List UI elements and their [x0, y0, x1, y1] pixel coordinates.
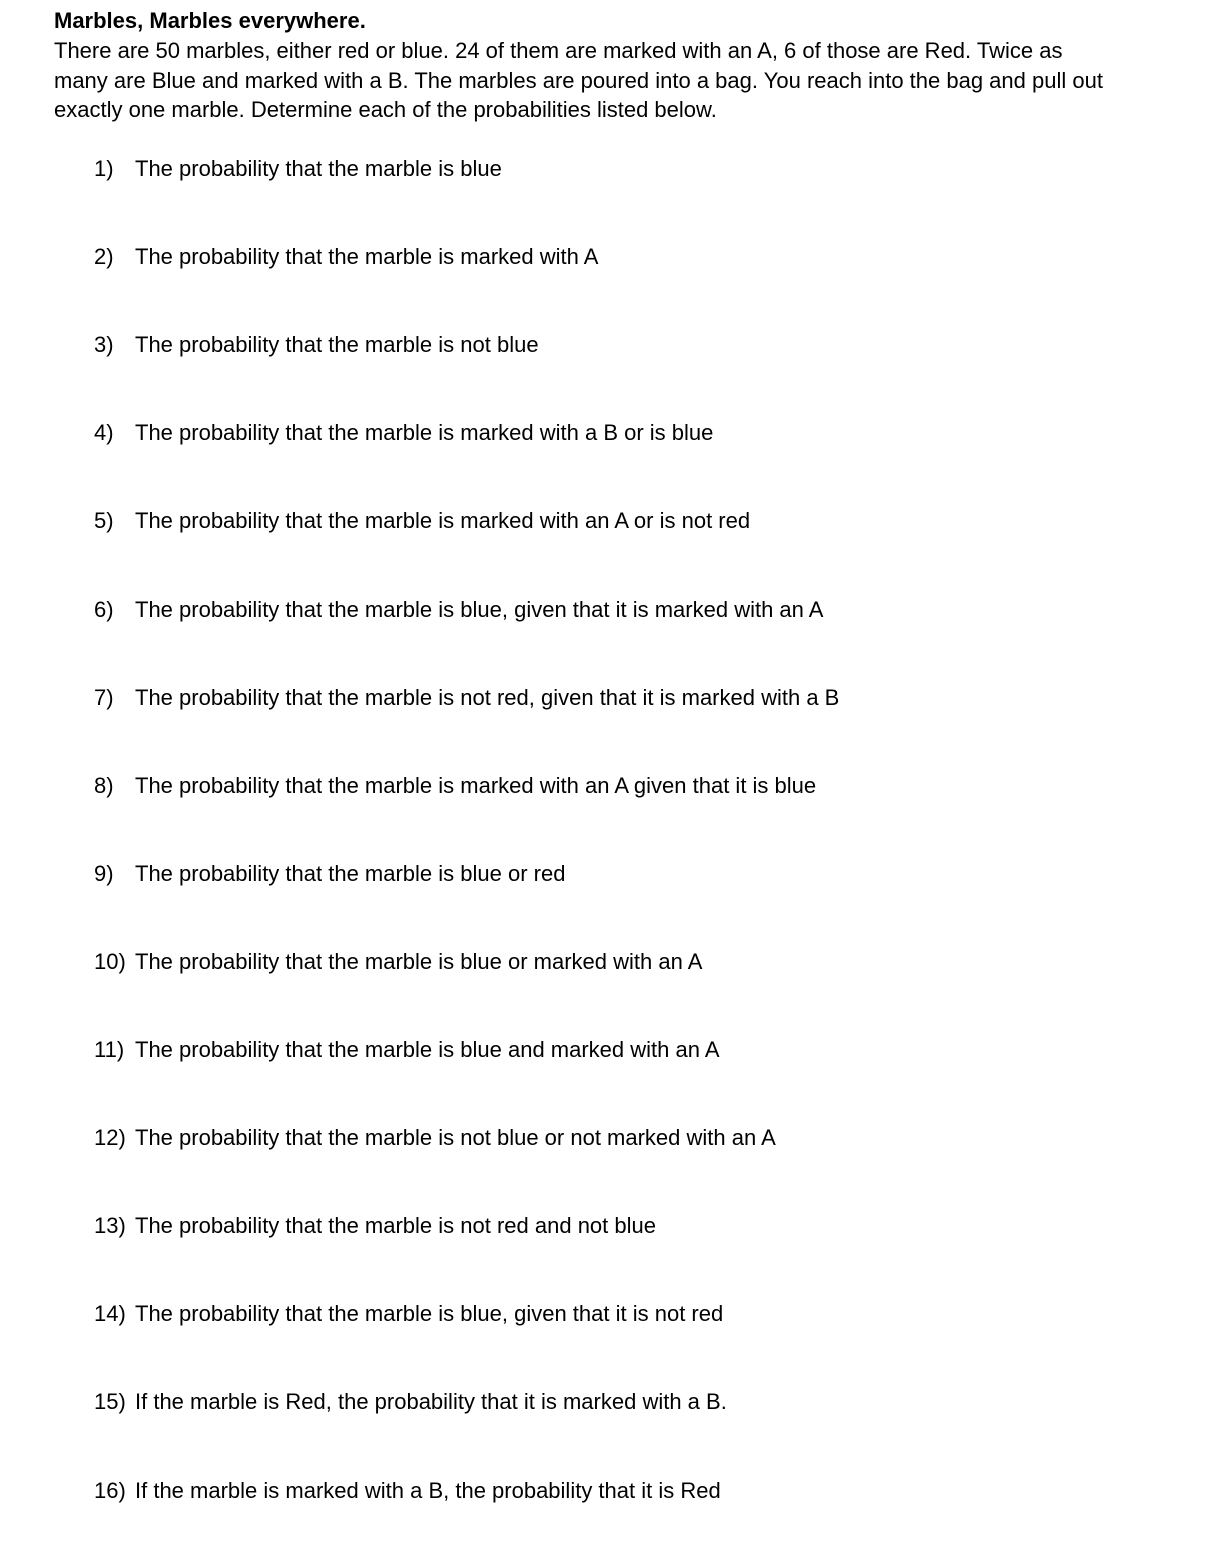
question-text: The probability that the marble is not red, given that it is marked with a B: [135, 684, 840, 710]
question-text: The probability that the marble is blue or red: [135, 860, 566, 886]
question-text: The probability that the marble is not blue or not marked with an A: [135, 1125, 776, 1151]
worksheet-page: [54, 6, 1164, 125]
question-item: [94, 1124, 776, 1152]
question-number: 5): [94, 508, 114, 534]
question-number: 6): [94, 596, 114, 622]
question-text: If the marble is Red, the probability that it is marked with a B.: [135, 1389, 727, 1415]
question-item: [94, 1477, 721, 1505]
question-text: The probability that the marble is marked with an A or is not red: [135, 508, 751, 534]
question-item: [94, 1212, 656, 1240]
question-number: 11): [94, 1037, 125, 1062]
question-text: The probability that the marble is blue and marked with an A: [135, 1037, 720, 1062]
question-number: 9): [94, 860, 114, 886]
question-text: The probability that the marble is marked with a B or is blue: [135, 420, 714, 446]
question-item: [94, 331, 539, 359]
question-number: 15): [94, 1389, 126, 1415]
question-text: The probability that the marble is blue: [135, 156, 502, 181]
question-text: The probability that the marble is blue or marked with an A: [135, 948, 703, 974]
question-item: [94, 948, 702, 976]
question-item: [94, 596, 823, 624]
question-number: 4): [94, 420, 114, 446]
question-item: [94, 684, 839, 712]
question-item: [94, 507, 750, 535]
question-number: 7): [94, 684, 114, 710]
question-text: The probability that the marble is blue, given that it is not red: [135, 1301, 724, 1327]
question-item: [94, 155, 502, 183]
question-text: The probability that the marble is marked with A: [135, 244, 599, 270]
question-text: The probability that the marble is not blue: [135, 332, 539, 358]
worksheet-title: Marbles, Marbles everywhere.: [54, 8, 366, 33]
question-item: [94, 419, 713, 447]
question-number: 16): [94, 1477, 126, 1503]
question-text: If the marble is marked with a B, the probability that it is Red: [135, 1477, 721, 1503]
question-text: The probability that the marble is marked with an A given that it is blue: [135, 772, 817, 798]
question-item: [94, 860, 565, 888]
question-number: 8): [94, 772, 114, 798]
question-number: 14): [94, 1301, 126, 1327]
question-number: 3): [94, 332, 114, 358]
question-item: [94, 1388, 727, 1416]
question-item: [94, 1036, 720, 1064]
problem-intro: There are 50 marbles, either red or blue. 24 of them are marked with an A, 6 of those are Red. Twice as many are Blue and marked with a B. The marbles are poured into a bag. You reach into the bag and pull out exactly one marble. Determine each of the probabilities listed below.: [54, 38, 1103, 122]
question-number: 12): [94, 1125, 126, 1151]
question-number: 13): [94, 1213, 126, 1239]
question-number: 2): [94, 244, 114, 270]
question-number: 10): [94, 948, 126, 974]
question-text: The probability that the marble is blue, given that it is marked with an A: [135, 596, 824, 622]
question-text: The probability that the marble is not red and not blue: [135, 1213, 656, 1239]
question-item: [94, 1300, 723, 1328]
question-item: [94, 772, 816, 800]
question-number: 1): [94, 156, 114, 181]
question-item: [94, 243, 598, 271]
